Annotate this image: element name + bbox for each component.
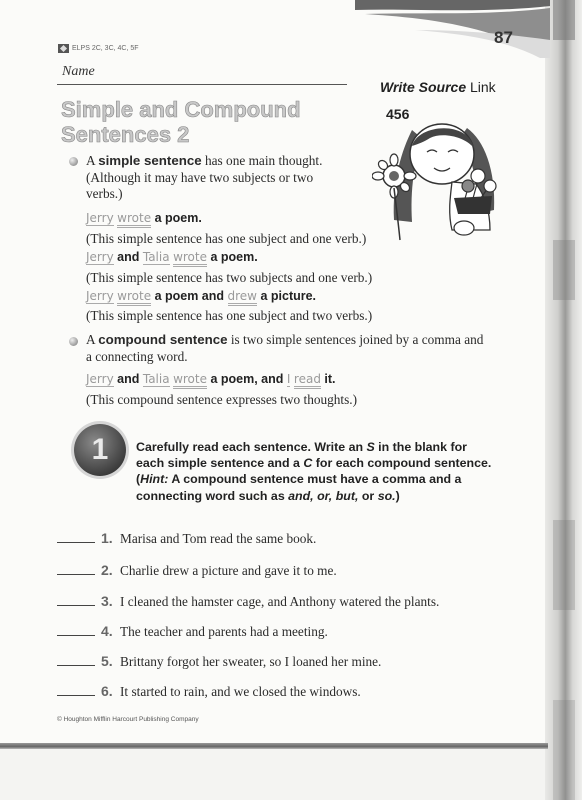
write-source-label: Write Source xyxy=(380,79,467,95)
answer-blank-6[interactable] xyxy=(57,683,95,696)
exercise-item-2: 2. Charlie drew a picture and gave it to me. xyxy=(57,562,337,582)
example-note-2: (This simple sentence has two subjects and one verb.) xyxy=(86,270,373,285)
example-sentence-2: Jerry and Talia wrote a poem. xyxy=(86,250,258,264)
exercise-item-1: 1. Marisa and Tom read the same book. xyxy=(57,530,316,550)
compound-sentence-definition: A compound sentence is two simple sentences joined by a comma and a connecting word. xyxy=(86,332,484,364)
page-number: 87 xyxy=(494,28,513,47)
page-header-band xyxy=(355,0,550,58)
example-note-1: (This simple sentence has one subject and one verb.) xyxy=(86,231,367,246)
term-simple-sentence: simple sentence xyxy=(98,153,202,168)
term-compound-sentence: compound sentence xyxy=(98,332,228,347)
page-bottom-shadow xyxy=(0,743,548,749)
activity-instructions: Carefully read each sentence. Write an S in the blank for each simple sentence and a C for each compound sentence. (Hint: A compound sentence must have a comma and a connecting word such as and, or, but, or so.) xyxy=(136,440,492,503)
example-note-3: (This simple sentence has one subject and two verbs.) xyxy=(86,308,373,323)
simple-sentence-definition: A simple sentence has one main thought. (Although it may have two subjects or two verbs.) xyxy=(86,153,323,201)
answer-blank-3[interactable] xyxy=(57,593,95,606)
compound-example-note: (This compound sentence expresses two thoughts.) xyxy=(86,392,358,407)
bullet-simple xyxy=(69,157,78,166)
example-sentence-3: Jerry wrote a poem and drew a picture. xyxy=(86,289,316,303)
bullet-compound xyxy=(69,337,78,346)
answer-blank-5[interactable] xyxy=(57,653,95,666)
elps-text: ELPS 2C, 3C, 4C, 5F xyxy=(72,45,139,52)
example-sentence-1: Jerry wrote a poem. xyxy=(86,211,202,225)
elps-logo-icon xyxy=(58,44,69,53)
page-edge-shadow xyxy=(545,0,582,800)
copyright-notice: © Houghton Mifflin Harcourt Publishing Company xyxy=(57,716,199,723)
exercise-item-3: 3. I cleaned the hamster cage, and Anthony watered the plants. xyxy=(57,593,439,613)
link-label: Link xyxy=(470,79,496,95)
compound-example-sentence: Jerry and Talia wrote a poem, and I read it. xyxy=(86,372,336,386)
title-line-2: Sentences 2 xyxy=(61,122,190,147)
exercise-item-4: 4. The teacher and parents had a meeting. xyxy=(57,623,328,643)
name-blank-line[interactable] xyxy=(57,84,347,85)
elps-standards xyxy=(58,44,139,53)
title-line-1: Simple and Compound xyxy=(61,97,301,122)
answer-blank-4[interactable] xyxy=(57,623,95,636)
name-label: Name xyxy=(62,64,95,79)
link-page-number: 456 xyxy=(386,106,410,122)
answer-blank-2[interactable] xyxy=(57,562,95,575)
exercise-item-6: 6. It started to rain, and we closed the windows. xyxy=(57,683,361,703)
exercise-item-5: 5. Brittany forgot her sweater, so I loaned her mine. xyxy=(57,653,381,673)
page-title xyxy=(61,97,301,147)
activity-number-badge: 1 xyxy=(74,424,126,476)
girl-with-flowers-illustration xyxy=(372,110,512,245)
write-source-link xyxy=(380,79,496,95)
answer-blank-1[interactable] xyxy=(57,530,95,543)
